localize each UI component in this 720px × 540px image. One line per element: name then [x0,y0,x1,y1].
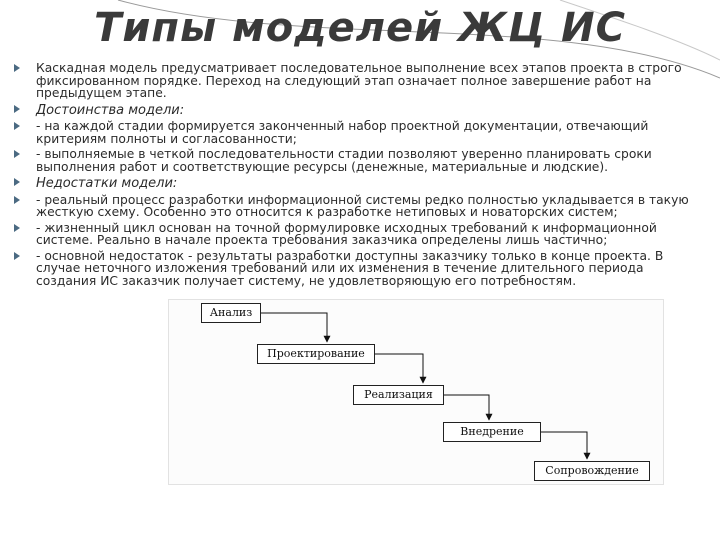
bullet-arrow-icon [14,150,20,158]
bullet-text: Каскадная модель предусматривает последовательное выполнение всех этапов проекта в строго фиксированном порядке. Переход на следующий этап означает полное завершение работ на предыдущем этапе. [36,61,682,100]
bullet-item [14,222,704,247]
bullet-text: - выполняемые в четкой последовательности стадии позволяют уверенно планировать сроки выполнения работ и соответствующие ресурсы (денежные, материальные и людские). [36,147,652,174]
stage-deployment: Внедрение [443,422,541,442]
bullet-arrow-icon [14,252,20,260]
stage-analysis: Анализ [201,303,261,323]
bullet-item-advantages-heading [14,103,704,121]
connector-arrow [375,354,423,383]
bullet-arrow-icon [14,178,20,186]
bullet-list [14,62,704,287]
bullet-arrow-icon [14,105,20,113]
waterfall-diagram [168,299,664,485]
bullet-item [14,194,704,219]
connector-arrow [541,432,587,459]
bullet-text: - реальный процесс разработки информационной системы редко полностью укладывается в такую жесткую схему. Особенно это относится к разработке нетиповых и новаторских систем; [36,192,689,219]
stage-design: Проектирование [257,344,375,364]
bullet-text: Недостатки модели: [36,176,178,191]
bullet-item [14,62,704,100]
bullet-arrow-icon [14,196,20,204]
bullet-item-disadvantages-heading [14,176,704,194]
stage-implementation: Реализация [353,385,444,405]
connector-arrow [444,395,489,420]
bullet-arrow-icon [14,64,20,72]
bullet-text: - жизненный цикл основан на точной формулировке исходных требований к информационной системе. Реально в начале проекта требования заказчика определены лишь частично; [36,220,657,247]
bullet-arrow-icon [14,224,20,232]
bullet-arrow-icon [14,122,20,130]
bullet-item [14,148,704,173]
bullet-text: - основной недостаток - результаты разработки доступны заказчику только в конце проекта. В случае неточного изложения требований или их изменения в течение длительного периода создания ИС заказчик получает систему, не удовлетворяющую его потребностям. [36,248,664,288]
bullet-text: Достоинства модели: [36,102,185,118]
bullet-item [14,250,704,288]
connector-arrow [261,313,327,342]
bullet-text: - на каждой стадии формируется законченный набор проектной документации, отвечающий критериям полноты и согласованности; [36,119,649,146]
slide-title: Типы моделей ЖЦ ИС [94,5,626,51]
bullet-item [14,120,704,145]
stage-maintenance: Сопровождение [534,461,650,481]
